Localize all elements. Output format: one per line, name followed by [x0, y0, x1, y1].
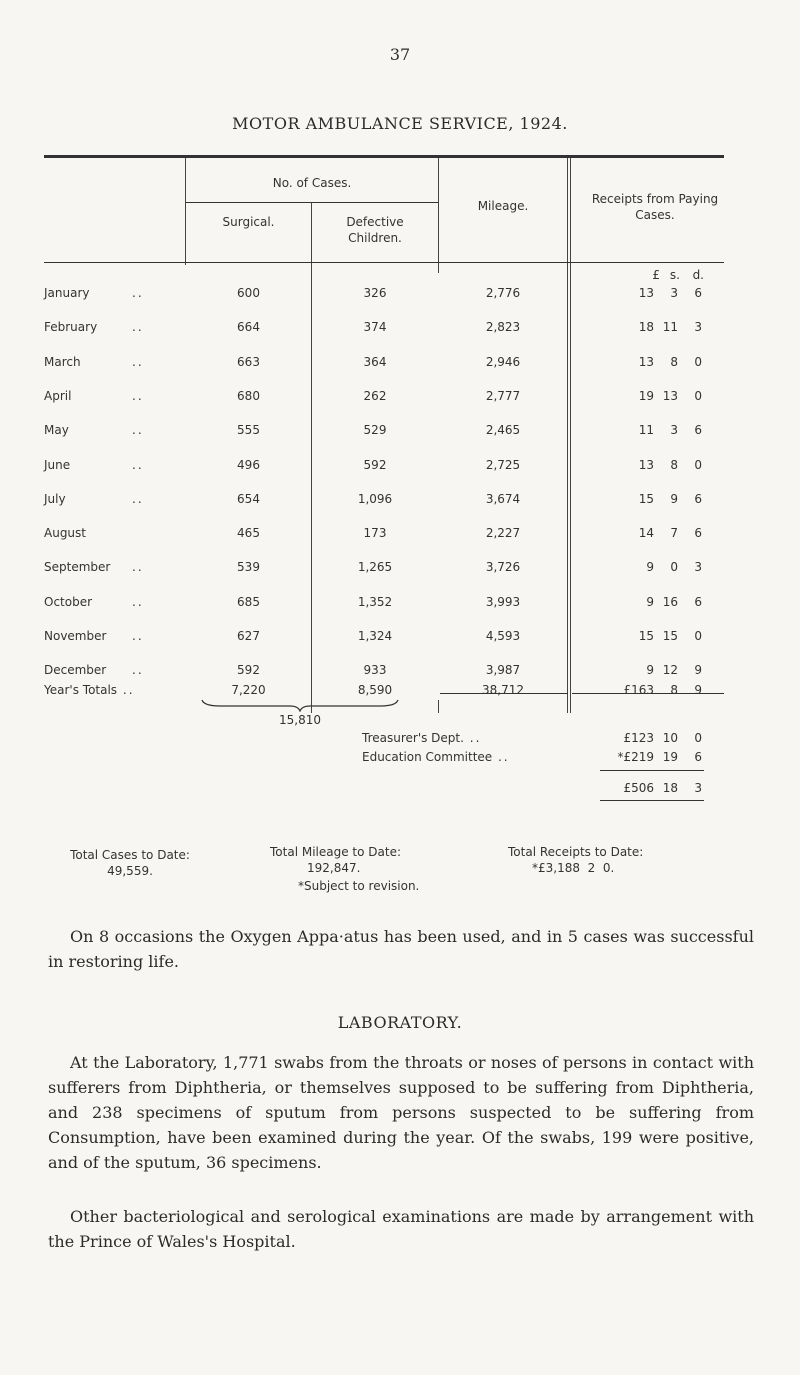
row-defective: 1,096	[357, 492, 393, 506]
row-surgical: 664	[237, 320, 260, 334]
row-defective: 326	[363, 286, 387, 300]
totals-shillings: 8	[670, 683, 678, 697]
leader-dots: ..	[132, 663, 144, 677]
leader-dots: ..	[132, 423, 144, 437]
leader-dots: ..	[132, 595, 144, 609]
row-month	[44, 526, 184, 540]
oxygen-paragraph: On 8 occasions the Oxygen Appa·atus has been used, and in 5 cases was successful in restoring life.	[48, 927, 754, 971]
row-pence: 0	[694, 629, 702, 643]
month-label: January	[44, 286, 90, 300]
row-pounds: 13	[638, 355, 654, 369]
col-divider	[438, 700, 439, 713]
month-label: March	[44, 355, 81, 369]
row-pence: 9	[694, 663, 702, 677]
month-label: August	[44, 526, 86, 540]
education-label: Education Committee ..	[362, 750, 510, 764]
education-pounds: *£219	[617, 750, 654, 764]
row-month	[44, 492, 184, 506]
row-month	[44, 389, 184, 403]
month-label: December	[44, 663, 107, 677]
row-defective: 364	[363, 355, 387, 369]
row-pounds: 11	[638, 423, 654, 437]
col-divider	[185, 158, 186, 265]
row-defective: 592	[363, 458, 387, 472]
totals-mileage: 38,712	[482, 683, 524, 697]
treasurer-pounds: £123	[623, 731, 654, 745]
totals-defective: 8,590	[357, 683, 393, 697]
header-surgical: Surgical.	[222, 215, 275, 229]
laboratory-paragraph: At the Laboratory, 1,771 swabs from the throats or noses of persons in contact with sufferers from Diphtheria, or themselves supposed to be suffering from Diphtheria, and 238 specimens of sputum from persons suspected to be suffering from Consumption, have been examined during the year. Of the swabs, 199 were positive, and of the sputum, 36 specimens.	[48, 1053, 754, 1172]
page-title: MOTOR AMBULANCE SERVICE, 1924.	[232, 114, 568, 133]
row-pence: 3	[694, 560, 702, 574]
totals-surgical: 7,220	[231, 683, 266, 697]
row-defective: 173	[363, 526, 387, 540]
row-shillings: 9	[670, 492, 678, 506]
header-cases: No. of Cases.	[272, 176, 352, 190]
row-mileage: 2,227	[485, 526, 521, 540]
row-surgical: 654	[237, 492, 260, 506]
totals-label: Year's Totals ..	[44, 683, 135, 697]
row-month	[44, 286, 184, 300]
leader-dots: ..	[132, 286, 144, 300]
row-surgical: 465	[237, 526, 260, 540]
header-defective: Defective Children.	[346, 215, 404, 245]
grand-total-rule	[600, 770, 704, 771]
row-month	[44, 560, 184, 574]
row-shillings: 3	[670, 286, 678, 300]
table-top-rule	[44, 155, 724, 158]
treasurer-pence: 0	[694, 731, 702, 745]
row-pence: 6	[694, 423, 702, 437]
row-shillings: 11	[662, 320, 678, 334]
row-pence: 0	[694, 389, 702, 403]
row-mileage: 2,946	[485, 355, 521, 369]
grand-total-shillings: 18	[662, 781, 678, 795]
grand-total-pounds: £506	[623, 781, 654, 795]
row-pounds: 9	[646, 595, 654, 609]
cases-to-date-label: Total Cases to Date:	[70, 848, 190, 862]
row-surgical: 600	[237, 286, 260, 300]
row-pounds: 13	[638, 286, 654, 300]
row-surgical: 663	[237, 355, 260, 369]
row-pounds: 15	[638, 629, 654, 643]
row-shillings: 15	[662, 629, 678, 643]
row-surgical: 680	[237, 389, 260, 403]
row-mileage: 2,776	[485, 286, 521, 300]
row-pounds: 18	[638, 320, 654, 334]
row-defective: 1,352	[357, 595, 393, 609]
leader-dots: ..	[132, 389, 144, 403]
month-label: April	[44, 389, 72, 403]
row-defective: 1,324	[357, 629, 393, 643]
grand-total-pence: 3	[694, 781, 702, 795]
row-defective: 529	[363, 423, 387, 437]
col-divider	[567, 158, 568, 265]
header-sub-rule	[186, 202, 438, 203]
row-shillings: 16	[662, 595, 678, 609]
combined-total: 15,810	[279, 713, 321, 727]
row-mileage: 3,993	[485, 595, 521, 609]
row-pounds: 9	[646, 663, 654, 677]
education-pence: 6	[694, 750, 702, 764]
revision-footnote: *Subject to revision.	[298, 879, 420, 893]
row-month	[44, 423, 184, 437]
row-mileage: 2,465	[485, 423, 521, 437]
header-shillings: s.	[669, 268, 680, 282]
leader-dots: ..	[132, 492, 144, 506]
row-pounds: 14	[638, 526, 654, 540]
row-mileage: 3,987	[485, 663, 521, 677]
row-mileage: 4,593	[485, 629, 521, 643]
row-surgical: 555	[237, 423, 260, 437]
row-pence: 6	[694, 595, 702, 609]
row-pence: 6	[694, 492, 702, 506]
row-shillings: 13	[662, 389, 678, 403]
leader-dots: ..	[132, 629, 144, 643]
row-surgical: 592	[237, 663, 260, 677]
row-pence: 6	[694, 526, 702, 540]
mileage-to-date-label: Total Mileage to Date:	[270, 845, 401, 859]
totals-brace	[200, 698, 400, 712]
row-pence: 0	[694, 355, 702, 369]
row-surgical: 685	[237, 595, 260, 609]
leader-dots: ..	[132, 355, 144, 369]
row-defective: 374	[363, 320, 387, 334]
col-divider	[570, 263, 571, 713]
row-defective: 1,265	[357, 560, 393, 574]
row-month	[44, 355, 184, 369]
row-month	[44, 595, 184, 609]
mileage-to-date-value: 192,847.	[307, 861, 361, 875]
row-shillings: 8	[670, 458, 678, 472]
totals-pounds: £163	[623, 683, 654, 697]
row-shillings: 8	[670, 355, 678, 369]
row-shillings: 12	[662, 663, 678, 677]
col-divider	[311, 203, 312, 265]
grand-total-underline	[600, 800, 704, 801]
month-label: October	[44, 595, 93, 609]
treasurer-shillings: 10	[662, 731, 678, 745]
row-pounds: 19	[638, 389, 654, 403]
row-shillings: 7	[670, 526, 678, 540]
hospital-paragraph: Other bacteriological and serological examinations are made by arrangement with the Prince of Wales's Hospital.	[48, 1207, 754, 1251]
header-pounds: £	[652, 268, 660, 282]
row-mileage: 2,777	[485, 389, 521, 403]
row-mileage: 3,674	[485, 492, 521, 506]
receipts-to-date-label: Total Receipts to Date:	[508, 845, 644, 859]
header-mileage: Mileage.	[477, 199, 529, 213]
row-pounds: 15	[638, 492, 654, 506]
row-pounds: 13	[638, 458, 654, 472]
header-receipts: Receipts from Paying Cases.	[591, 192, 719, 222]
treasurer-label: Treasurer's Dept. ..	[362, 731, 482, 745]
row-mileage: 2,823	[485, 320, 521, 334]
row-defective: 262	[363, 389, 387, 403]
month-label: November	[44, 629, 107, 643]
month-label: September	[44, 560, 111, 574]
row-month	[44, 320, 184, 334]
row-shillings: 3	[670, 423, 678, 437]
leader-dots: ..	[132, 560, 144, 574]
col-divider	[567, 263, 568, 713]
row-month	[44, 663, 184, 677]
leader-dots: ..	[132, 458, 144, 472]
header-pence: d.	[692, 268, 704, 282]
row-mileage: 2,725	[485, 458, 521, 472]
row-surgical: 627	[237, 629, 260, 643]
month-label: June	[44, 458, 71, 472]
totals-pence: 9	[694, 683, 702, 697]
row-surgical: 496	[237, 458, 260, 472]
row-mileage: 3,726	[485, 560, 521, 574]
col-divider	[570, 158, 571, 265]
row-month	[44, 458, 184, 472]
row-defective: 933	[363, 663, 387, 677]
row-shillings: 0	[670, 560, 678, 574]
header-bottom-rule	[44, 262, 724, 263]
row-pence: 6	[694, 286, 702, 300]
page-number: 37	[389, 45, 411, 64]
row-pounds: 9	[646, 560, 654, 574]
leader-dots: ..	[132, 320, 144, 334]
receipts-to-date-value: *£3,188 2 0.	[532, 861, 615, 875]
month-label: February	[44, 320, 98, 334]
row-pence: 0	[694, 458, 702, 472]
education-shillings: 19	[662, 750, 678, 764]
col-divider	[438, 263, 439, 273]
row-month	[44, 629, 184, 643]
month-label: July	[44, 492, 66, 506]
cases-to-date-value: 49,559.	[107, 864, 153, 878]
row-pence: 3	[694, 320, 702, 334]
laboratory-heading: LABORATORY.	[337, 1013, 463, 1032]
row-surgical: 539	[237, 560, 260, 574]
month-label: May	[44, 423, 69, 437]
